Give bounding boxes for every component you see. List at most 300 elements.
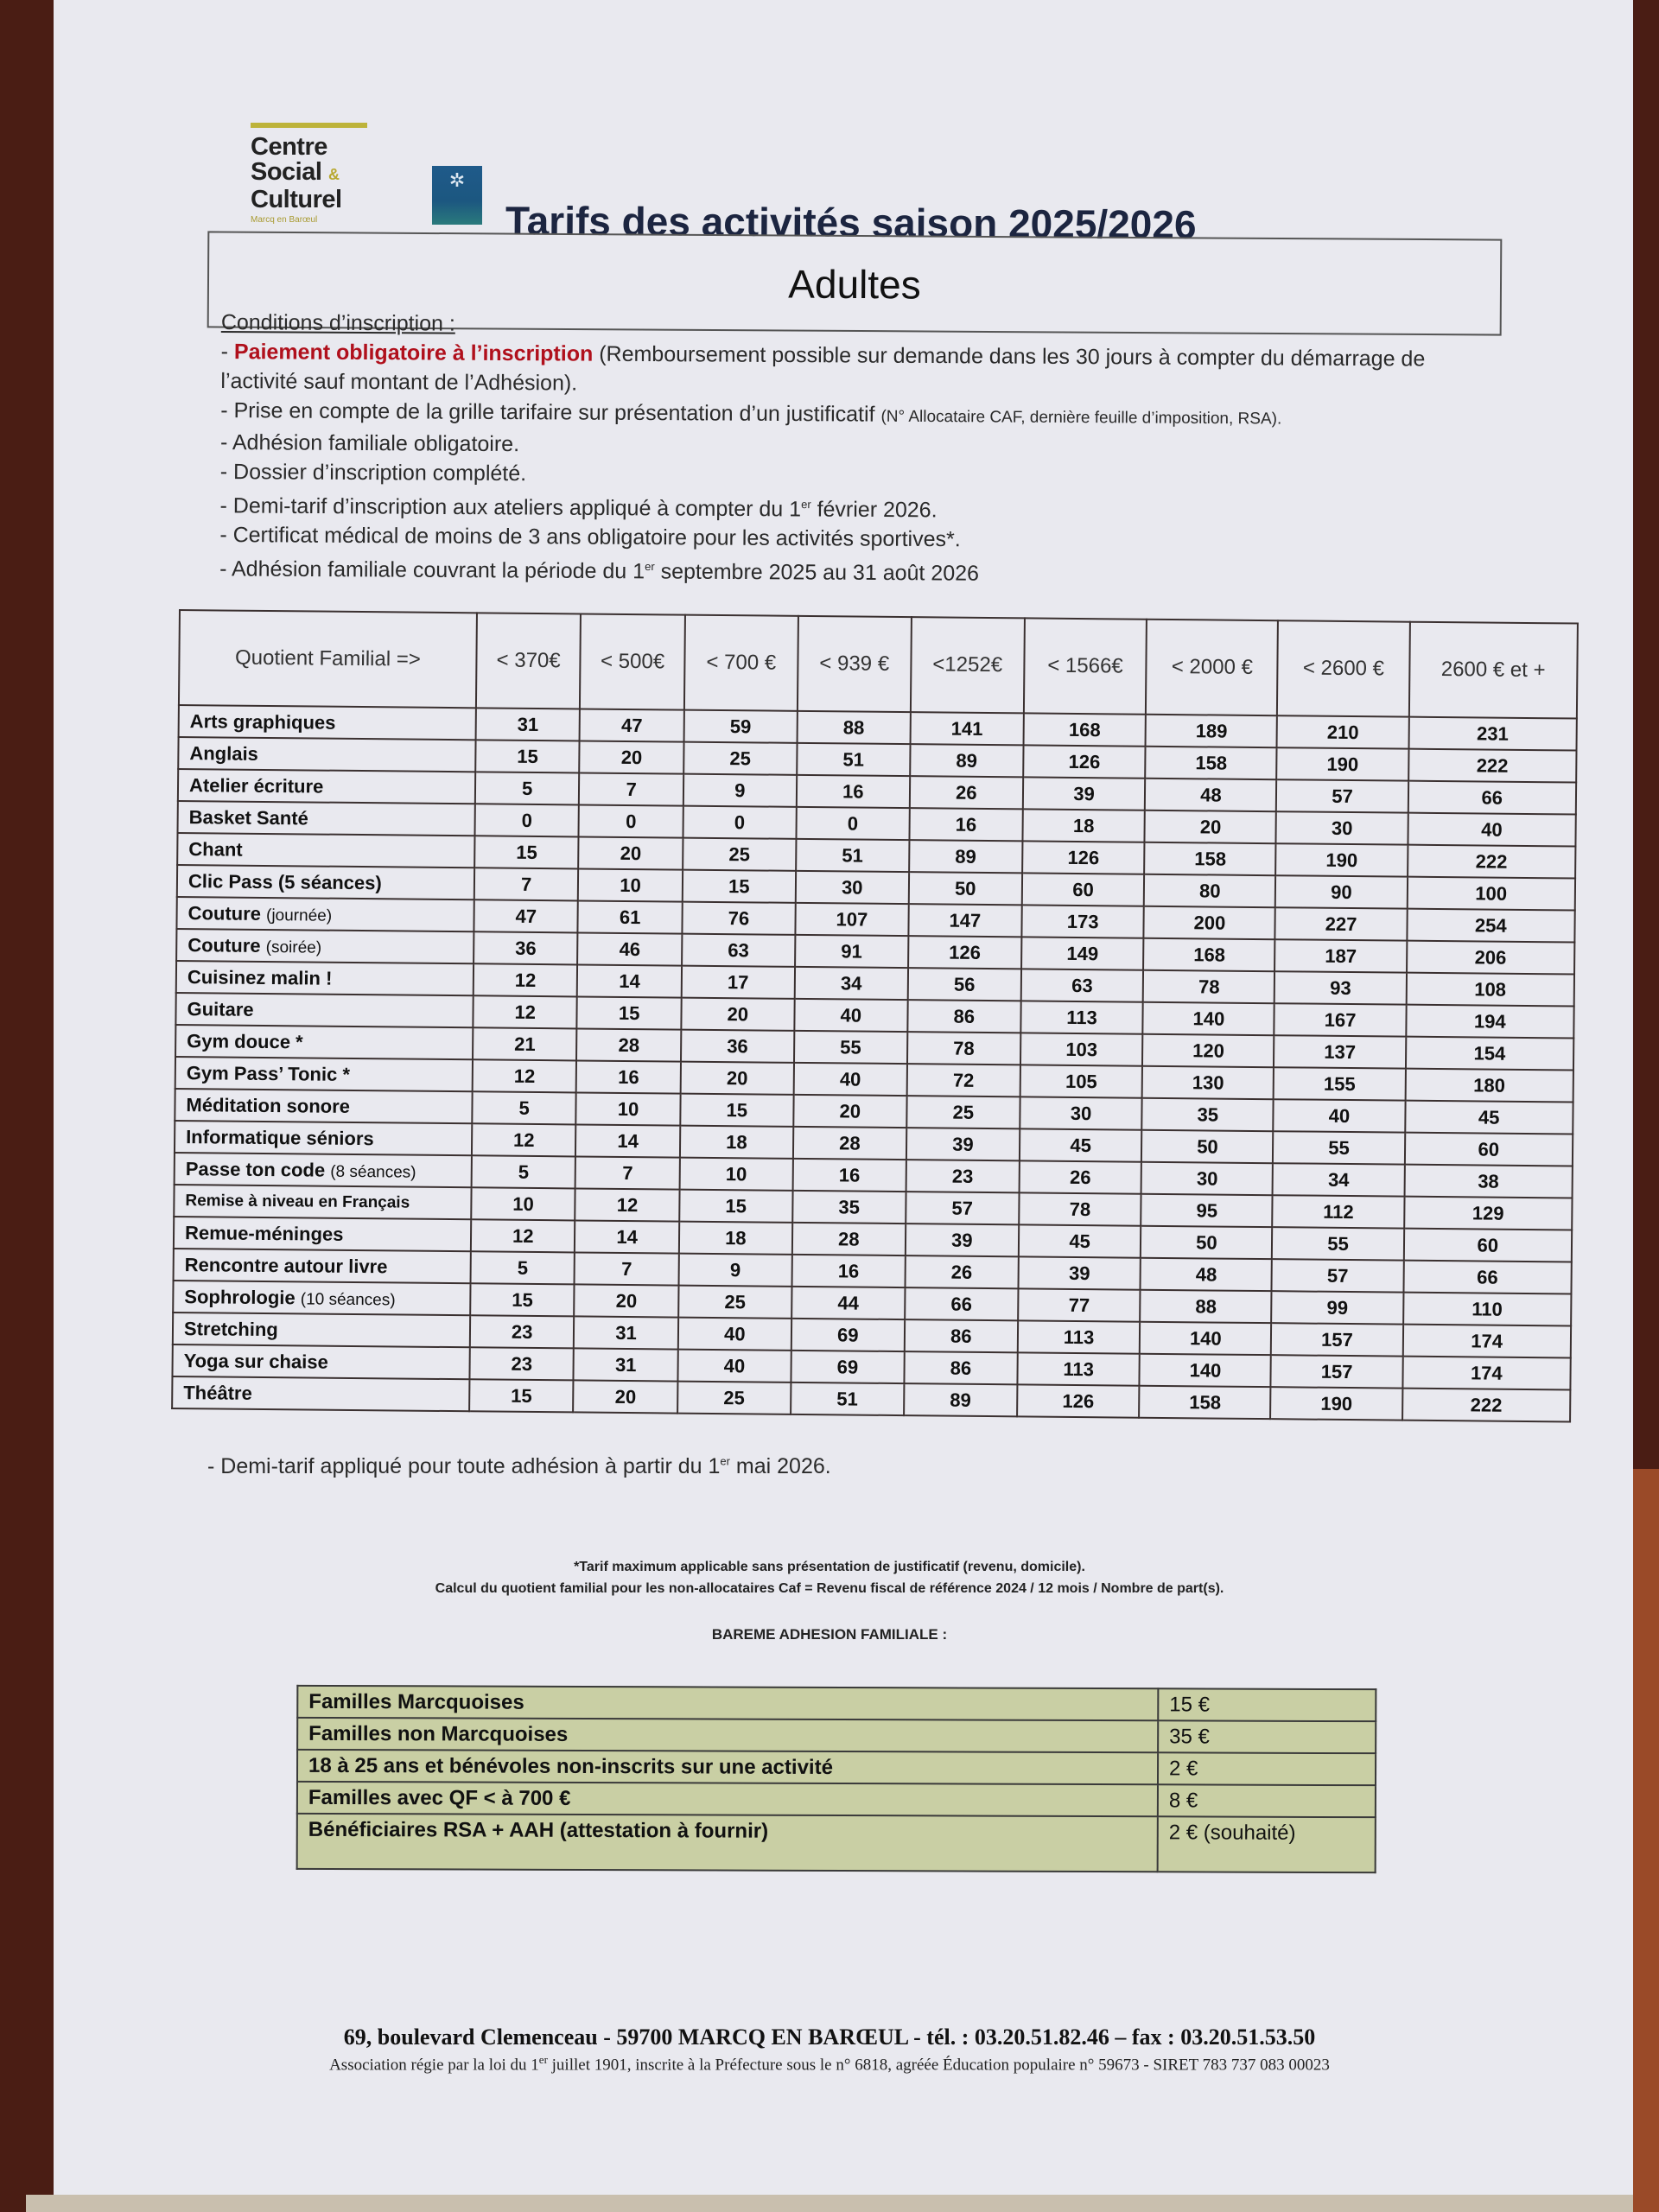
activity-name: Informatique séniors (186, 1125, 374, 1149)
price-cell: 113 (1017, 1352, 1140, 1385)
price-cell: 15 (577, 996, 682, 1029)
conditions-title: Conditions d’inscription : (220, 310, 455, 336)
price-cell: 51 (797, 743, 910, 776)
price-cell: 105 (1020, 1065, 1142, 1097)
price-cell: 25 (678, 1286, 791, 1319)
price-cell: 16 (791, 1255, 905, 1287)
price-cell: 141 (910, 712, 1023, 745)
price-cell: 5 (475, 772, 580, 804)
bareme-price: 15 € (1158, 1688, 1376, 1721)
activity-name-cell (177, 833, 474, 868)
paper-edge (26, 2195, 1633, 2212)
logo-bar (251, 123, 367, 128)
price-cell: 20 (681, 998, 794, 1031)
price-cell: 7 (579, 772, 683, 805)
activity-name-cell (178, 769, 475, 804)
activity-name: Rencontre autour livre (184, 1253, 388, 1277)
price-cell: 45 (1405, 1101, 1573, 1135)
price-cell: 5 (472, 1155, 576, 1188)
price-cell: 20 (574, 1380, 678, 1413)
footer-association (0, 2053, 1659, 2075)
price-cell: 78 (907, 1032, 1020, 1065)
price-cell: 86 (907, 1000, 1020, 1033)
price-cell: 30 (1020, 1096, 1142, 1129)
condition-sup: er (645, 560, 655, 574)
price-cell: 15 (474, 836, 579, 868)
price-cell: 51 (791, 1382, 904, 1415)
activity-name: Clic Pass (5 séances) (188, 869, 382, 893)
condition-small-note: (N° Allocataire CAF, dernière feuille d’imposition, RSA). (880, 407, 1282, 429)
price-cell: 140 (1140, 1354, 1271, 1387)
activity-name: Cuisinez malin ! (187, 965, 333, 989)
footnote-tarif-max: *Tarif maximum applicable sans présentation de justificatif (revenu, domicile). (574, 1560, 1085, 1574)
price-cell: 140 (1143, 1002, 1274, 1035)
column-header: < 500€ (580, 613, 684, 709)
price-cell: 16 (909, 808, 1022, 841)
condition-bullet: - (219, 493, 233, 518)
logo-line-1: Centre (251, 133, 327, 161)
price-cell: 34 (1273, 1163, 1404, 1196)
assoc-pre: Association régie par la loi du 1 (329, 2056, 539, 2075)
page-title: Tarifs des activités saison 2025/2026 (505, 198, 1197, 247)
condition-text: (Remboursement possible sur demande dans les 30 jours à compter du démarrage de l’activité sauf montant de l’Adhésion). (220, 341, 1426, 396)
tarifs-header-row (179, 610, 1578, 719)
logo-line-3: Culturel (251, 186, 342, 213)
condition-sup: er (801, 498, 811, 512)
price-cell: 157 (1271, 1355, 1402, 1388)
activity-name: Gym Pass’ Tonic * (186, 1061, 351, 1085)
price-cell: 16 (792, 1159, 906, 1192)
price-cell: 222 (1402, 1389, 1571, 1422)
condition-bullet: - (220, 398, 234, 423)
condition-item (220, 337, 1473, 404)
price-cell: 157 (1271, 1323, 1402, 1356)
price-cell: 190 (1271, 1387, 1402, 1420)
price-cell: 0 (683, 806, 796, 839)
price-cell: 40 (793, 1063, 906, 1096)
price-cell: 12 (472, 1123, 576, 1156)
price-cell: 28 (793, 1127, 906, 1160)
bareme-table (296, 1685, 1377, 1873)
price-cell: 59 (683, 710, 797, 743)
activity-note: (journée) (265, 906, 333, 925)
bareme-row (297, 1686, 1376, 1721)
price-cell: 88 (797, 711, 910, 744)
price-cell: 55 (794, 1031, 907, 1064)
activity-name: Anglais (189, 741, 258, 765)
price-cell: 66 (1403, 1261, 1572, 1294)
price-cell: 15 (683, 870, 796, 903)
column-header: 2600 € et + (1408, 622, 1577, 719)
price-cell: 63 (682, 934, 795, 967)
price-cell: 40 (1274, 1099, 1405, 1132)
price-cell: 66 (905, 1287, 1018, 1320)
price-cell: 15 (475, 740, 580, 772)
price-cell: 39 (906, 1224, 1019, 1256)
price-cell: 40 (794, 999, 907, 1032)
activity-name: Passe ton code (185, 1157, 326, 1181)
price-cell: 99 (1272, 1291, 1403, 1324)
activity-name-cell (175, 1153, 472, 1187)
price-cell: 173 (1021, 905, 1144, 938)
price-cell: 86 (905, 1319, 1018, 1352)
activity-name-cell (172, 1376, 469, 1411)
price-cell: 26 (1019, 1160, 1141, 1193)
price-cell: 89 (909, 840, 1022, 873)
centre-social-logo (251, 123, 372, 225)
price-cell: 107 (795, 903, 908, 936)
price-cell: 168 (1143, 938, 1274, 971)
demi-tarif-sup: er (720, 1454, 730, 1468)
price-cell: 18 (1022, 809, 1145, 842)
column-header: < 370€ (476, 613, 581, 709)
footnote-qf-calcul: Calcul du quotient familial pour les non-allocataires Caf = Revenu fiscal de référence 2024 / 12 mois / Nombre de part(s). (435, 1581, 1224, 1596)
price-cell: 120 (1142, 1034, 1274, 1067)
bareme-row (297, 1814, 1376, 1872)
price-cell: 38 (1404, 1165, 1573, 1198)
price-cell: 103 (1020, 1033, 1143, 1065)
activity-name: Remue-méninges (184, 1221, 344, 1245)
price-cell: 48 (1141, 1258, 1272, 1291)
price-cell: 40 (677, 1350, 791, 1382)
price-cell: 63 (1021, 969, 1144, 1001)
price-cell: 88 (1141, 1290, 1272, 1323)
condition-text2: février 2026. (810, 497, 938, 523)
price-cell: 20 (1145, 810, 1276, 843)
demi-tarif-text2: mai 2026. (729, 1454, 831, 1478)
activity-name: Chant (188, 837, 243, 861)
price-cell: 60 (1022, 873, 1145, 906)
price-cell: 149 (1021, 937, 1144, 969)
price-cell: 69 (791, 1319, 905, 1351)
price-cell: 15 (470, 1283, 575, 1316)
price-cell: 55 (1272, 1227, 1403, 1260)
price-cell: 210 (1277, 715, 1408, 748)
price-cell: 56 (908, 968, 1021, 1001)
price-cell: 55 (1273, 1131, 1404, 1164)
price-cell: 126 (908, 936, 1021, 969)
price-cell: 31 (574, 1348, 678, 1381)
condition-text: Demi-tarif d’inscription aux ateliers appliqué à compter du 1 (232, 493, 802, 522)
activity-name: Stretching (183, 1317, 278, 1340)
activity-note: (8 séances) (330, 1162, 416, 1182)
price-cell: 91 (795, 935, 908, 968)
price-cell: 77 (1018, 1288, 1141, 1321)
price-cell: 5 (472, 1091, 576, 1124)
demi-tarif-note (207, 1454, 831, 1479)
condition-bullet: - (220, 340, 235, 365)
price-cell: 40 (1408, 813, 1576, 847)
demi-tarif-text: - Demi-tarif appliqué pour toute adhésion à partir du 1 (207, 1454, 721, 1478)
price-cell: 14 (577, 964, 682, 997)
price-cell: 45 (1020, 1128, 1142, 1161)
price-cell: 26 (910, 776, 1023, 809)
price-cell: 110 (1403, 1293, 1572, 1326)
price-cell: 5 (471, 1251, 575, 1284)
price-cell: 10 (576, 1092, 681, 1125)
price-cell: 155 (1274, 1067, 1405, 1100)
activity-name-cell (175, 1057, 473, 1091)
price-cell: 20 (579, 836, 683, 869)
price-cell: 7 (474, 868, 579, 900)
price-cell: 10 (471, 1187, 575, 1220)
activity-name-cell (176, 897, 474, 931)
price-cell: 7 (575, 1156, 680, 1189)
assoc-sup: er (538, 2053, 548, 2066)
price-cell: 50 (1141, 1130, 1273, 1163)
condition-bullet: - (219, 556, 232, 582)
price-cell: 174 (1402, 1325, 1571, 1358)
price-cell: 47 (580, 709, 684, 741)
price-cell: 61 (578, 900, 683, 933)
price-cell: 12 (575, 1188, 680, 1221)
price-cell: 60 (1403, 1229, 1572, 1262)
price-cell: 23 (906, 1160, 1019, 1192)
price-cell: 189 (1146, 715, 1277, 747)
price-cell: 126 (1023, 745, 1146, 778)
price-cell: 47 (474, 899, 578, 932)
price-cell: 112 (1273, 1195, 1404, 1228)
price-cell: 30 (1141, 1162, 1273, 1195)
price-cell: 130 (1142, 1066, 1274, 1099)
bareme-label: Bénéficiaires RSA + AAH (attestation à fournir) (297, 1814, 1158, 1872)
caf-logo (432, 166, 482, 225)
price-cell: 20 (793, 1095, 906, 1128)
price-cell: 86 (904, 1351, 1017, 1384)
price-cell: 39 (1023, 777, 1146, 810)
condition-bullet: - (219, 430, 233, 455)
price-cell: 126 (1022, 841, 1145, 874)
price-cell: 158 (1139, 1386, 1270, 1419)
activity-name: Couture (188, 901, 262, 925)
price-cell: 39 (906, 1128, 1020, 1160)
price-cell: 28 (792, 1223, 906, 1255)
price-cell: 0 (474, 804, 579, 836)
price-cell: 15 (679, 1190, 792, 1223)
price-cell: 16 (576, 1060, 681, 1093)
price-cell: 206 (1407, 941, 1575, 975)
price-cell: 31 (574, 1316, 678, 1349)
column-header: < 1566€ (1024, 618, 1147, 714)
activity-name: Yoga sur chaise (183, 1349, 328, 1373)
price-cell: 137 (1274, 1035, 1405, 1068)
price-cell: 168 (1023, 713, 1146, 746)
price-cell: 90 (1275, 875, 1407, 908)
price-cell: 200 (1144, 906, 1275, 939)
price-cell: 9 (678, 1254, 791, 1287)
price-cell: 222 (1408, 749, 1577, 783)
activity-name-cell (175, 1089, 472, 1123)
price-cell: 95 (1141, 1194, 1273, 1227)
activity-name: Sophrologie (184, 1285, 296, 1308)
price-cell: 48 (1145, 779, 1276, 811)
price-cell: 140 (1140, 1322, 1271, 1355)
conditions (219, 308, 1474, 592)
price-cell: 227 (1275, 907, 1407, 940)
price-cell: 20 (580, 741, 684, 773)
price-cell: 20 (575, 1284, 679, 1317)
price-cell: 25 (906, 1096, 1020, 1128)
tarifs-table (171, 609, 1579, 1423)
condition-text: Certificat médical de moins de 3 ans obligatoire pour les activités sportives*. (232, 523, 961, 552)
price-cell: 254 (1407, 909, 1575, 943)
bareme-row (297, 1718, 1376, 1753)
price-cell: 113 (1018, 1320, 1141, 1353)
price-cell: 40 (678, 1318, 791, 1351)
bareme-label: Familles avec QF < à 700 € (297, 1782, 1158, 1816)
activity-name-cell (178, 801, 475, 836)
logo-line-2 (251, 160, 372, 188)
price-cell: 147 (908, 904, 1021, 937)
activity-name-cell (172, 1344, 469, 1379)
price-cell: 7 (575, 1252, 679, 1285)
activity-name-cell (177, 865, 474, 899)
section-title: Adultes (788, 261, 921, 308)
footer-address: 69, boulevard Clemenceau - 59700 MARCQ EN BARŒUL - tél. : 03.20.51.82.46 – fax : 03.20.51.53.50 (343, 2024, 1316, 2050)
bareme-row (297, 1782, 1376, 1817)
price-cell: 28 (576, 1028, 681, 1061)
condition-bullet: - (219, 523, 233, 548)
price-cell: 66 (1408, 781, 1576, 815)
price-cell: 76 (682, 902, 795, 935)
price-cell: 89 (910, 744, 1023, 777)
activity-name: Couture (188, 933, 261, 957)
assoc-post: juillet 1901, inscrite à la Préfecture sous le n° 6818, agréée Éducation populaire n° 59673 - SIRET 783 737 083 00023 (547, 2056, 1330, 2075)
activity-name-cell (178, 737, 475, 772)
price-cell: 39 (1018, 1256, 1141, 1289)
price-cell: 50 (909, 872, 1022, 905)
price-cell: 194 (1406, 1005, 1574, 1039)
price-cell: 174 (1402, 1357, 1571, 1390)
header-quotient-familial: Quotient Familial => (179, 610, 477, 708)
price-cell: 12 (473, 1059, 577, 1092)
activity-name: Arts graphiques (189, 709, 336, 734)
condition-text: Prise en compte de la grille tarifaire sur présentation d’un justificatif (233, 398, 881, 427)
bareme-label: Familles Marcquoises (297, 1686, 1158, 1720)
condition-text2: septembre 2025 au 31 août 2026 (654, 559, 980, 587)
price-cell: 35 (792, 1191, 906, 1224)
condition-text: Adhésion familiale obligatoire. (232, 430, 520, 457)
price-cell: 44 (791, 1287, 905, 1319)
price-cell: 9 (683, 774, 797, 807)
price-cell: 46 (577, 932, 682, 965)
price-cell: 12 (474, 963, 578, 996)
conditions-list (219, 337, 1474, 592)
activity-name: Remise à niveau en Français (185, 1191, 410, 1212)
price-cell: 72 (906, 1064, 1020, 1096)
price-cell: 51 (796, 839, 909, 872)
price-cell: 30 (1276, 811, 1408, 844)
bareme-price: 2 € (souhaité) (1158, 1816, 1376, 1872)
condition-text: Dossier d’inscription complété. (233, 460, 527, 486)
price-cell: 31 (476, 708, 581, 741)
price-cell: 34 (795, 967, 908, 1000)
price-cell: 190 (1277, 747, 1408, 780)
price-cell: 18 (679, 1222, 792, 1255)
price-cell: 93 (1274, 971, 1406, 1004)
activity-name-cell (173, 1313, 470, 1347)
activity-name-cell (174, 1217, 471, 1251)
price-cell: 154 (1406, 1037, 1574, 1071)
bareme-label: 18 à 25 ans et bénévoles non-inscrits sur une activité (297, 1750, 1158, 1784)
price-cell: 89 (904, 1383, 1017, 1416)
logo-social: Social (251, 158, 322, 186)
price-cell: 60 (1404, 1133, 1573, 1166)
price-cell: 10 (679, 1158, 792, 1191)
price-cell: 26 (905, 1255, 1018, 1288)
price-cell: 23 (470, 1315, 575, 1348)
price-cell: 16 (797, 775, 910, 808)
price-cell: 57 (906, 1192, 1019, 1224)
price-cell: 12 (473, 995, 577, 1028)
price-cell: 17 (682, 966, 795, 999)
caf-icon: ✲ (448, 169, 466, 191)
tarifs-body (172, 705, 1577, 1421)
bareme-price: 8 € (1158, 1784, 1376, 1817)
price-cell: 25 (683, 838, 796, 871)
price-cell: 12 (471, 1219, 575, 1252)
price-cell: 0 (579, 804, 683, 837)
price-cell: 100 (1407, 877, 1575, 911)
activity-name-cell (176, 961, 474, 995)
price-cell: 158 (1146, 747, 1277, 779)
activity-name: Guitare (187, 997, 254, 1020)
activity-name-cell (176, 929, 474, 963)
activity-name-cell (179, 705, 476, 740)
price-cell: 80 (1144, 874, 1275, 907)
bareme-title: BAREME ADHESION FAMILIALE : (711, 1626, 948, 1643)
price-cell: 30 (796, 871, 909, 904)
bareme-price: 2 € (1158, 1752, 1376, 1785)
activity-name: Théâtre (183, 1381, 252, 1404)
activity-name-cell (175, 1121, 472, 1155)
activity-name-cell (174, 1185, 471, 1219)
price-cell: 10 (578, 868, 683, 901)
price-cell: 108 (1406, 973, 1574, 1007)
price-cell: 23 (469, 1347, 574, 1380)
column-header: <1252€ (911, 617, 1025, 713)
logo-subtitle: Marcq en Barœul (251, 215, 318, 225)
price-cell: 190 (1276, 843, 1408, 876)
condition-highlight: Paiement obligatoire à l’inscription (233, 340, 594, 366)
price-cell: 36 (681, 1030, 794, 1063)
price-cell: 187 (1275, 939, 1407, 972)
price-cell: 180 (1405, 1069, 1573, 1103)
price-cell: 15 (680, 1094, 793, 1127)
bareme-row (297, 1750, 1376, 1785)
price-cell: 25 (677, 1382, 791, 1414)
price-cell: 25 (683, 742, 797, 775)
price-cell: 222 (1408, 845, 1576, 879)
price-cell: 167 (1274, 1003, 1406, 1036)
price-cell: 14 (575, 1124, 680, 1157)
price-cell: 0 (796, 807, 909, 840)
price-cell: 158 (1144, 842, 1275, 875)
column-header: < 2000 € (1146, 620, 1278, 715)
price-cell: 35 (1142, 1098, 1274, 1131)
activity-name-cell (174, 1249, 471, 1283)
activity-name: Méditation sonore (186, 1093, 351, 1117)
price-cell: 231 (1408, 717, 1577, 751)
price-cell: 15 (469, 1379, 574, 1412)
price-cell: 113 (1020, 1001, 1143, 1033)
activity-note: (10 séances) (300, 1289, 396, 1309)
price-cell: 20 (680, 1062, 793, 1095)
activity-name-cell (175, 993, 473, 1027)
activity-note: (soirée) (265, 938, 322, 957)
activity-name: Basket Santé (188, 805, 308, 829)
price-cell: 78 (1143, 970, 1274, 1003)
